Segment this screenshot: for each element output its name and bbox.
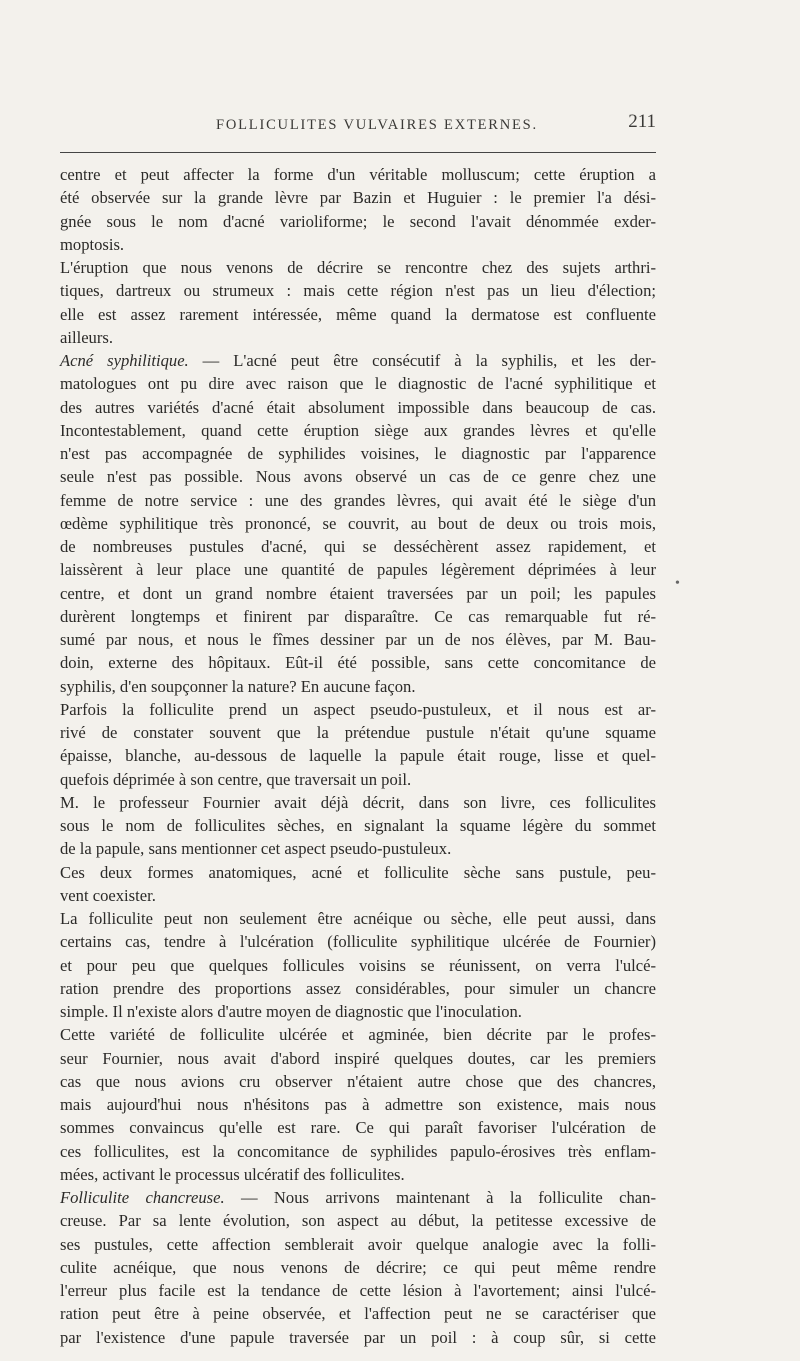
text-line [60, 814, 656, 837]
line-text: ration prendre des proportions assez considérables, pour simuler un chancre [60, 978, 656, 998]
line-text: moptosis. [60, 234, 125, 254]
line-text: doin, externe des hôpitaux. Eût-il été possible, sans cette concomitance de [60, 653, 656, 673]
text-line [60, 1186, 656, 1209]
line-text: matologues ont pu dire avec raison que le diagnostic de l'acné syphilitique et [60, 374, 656, 394]
text-line [60, 744, 656, 767]
text-line [60, 768, 656, 791]
text-line [60, 233, 656, 256]
text-line [60, 721, 656, 744]
body-text [60, 163, 656, 1349]
text-line [60, 256, 656, 279]
line-text: Incontestablement, quand cette éruption siège aux grandes lèvres et qu'elle [60, 420, 656, 440]
text-line [60, 1116, 656, 1139]
text-line [60, 1302, 656, 1325]
text-line [60, 954, 656, 977]
text-line [60, 651, 656, 674]
line-text: seur Fournier, nous avait d'abord inspiré quelques doutes, car les premiers [60, 1048, 656, 1068]
text-line [60, 558, 656, 581]
text-line [60, 837, 656, 860]
line-text: Cette variété de folliculite ulcérée et agminée, bien décrite par le profes- [60, 1025, 656, 1045]
line-text: culite acnéique, que nous venons de décrire; ce qui peut même rendre [60, 1257, 656, 1277]
text-line [60, 512, 656, 535]
text-line [60, 372, 656, 395]
text-line [60, 489, 656, 512]
line-text: ces folliculites, est la concomitance de syphilides papulo-érosives très enflam- [60, 1141, 656, 1161]
line-text: mées, activant le processus ulcératif des folliculites. [60, 1164, 405, 1184]
text-line [60, 861, 656, 884]
line-text: seule n'est pas possible. Nous avons observé un cas de ce genre chez une [60, 467, 656, 487]
line-text: cas que nous avions cru observer n'étaient autre chose que des chancres, [60, 1071, 656, 1091]
line-text: syphilis, d'en soupçonner la nature? En aucune façon. [60, 676, 416, 696]
text-line [60, 465, 656, 488]
text-line [60, 1256, 656, 1279]
text-line [60, 1140, 656, 1163]
line-text: — Nous arrivons maintenant à la folliculite chan- [224, 1188, 656, 1207]
line-text: sous le nom de folliculites sèches, en signalant la squame légère du sommet [60, 816, 656, 835]
line-text: La folliculite peut non seulement être acnéique ou sèche, elle peut aussi, dans [60, 909, 656, 928]
text-line [60, 1023, 656, 1046]
line-text: Parfois la folliculite prend un aspect pseudo-pustuleux, et il nous est ar- [60, 699, 656, 719]
text-line [60, 419, 656, 442]
text-line [60, 186, 656, 209]
line-text: des autres variétés d'acné était absolument impossible dans beaucoup de cas. [60, 397, 656, 417]
line-text: tiques, dartreux ou strumeux : mais cette région n'est pas un lieu d'élection; [60, 281, 656, 301]
line-text: épaisse, blanche, au-dessous de laquelle la papule était rouge, lisse et quel- [60, 746, 656, 766]
running-title: FOLLICULITES VULVAIRES EXTERNES. [216, 117, 538, 133]
text-line [60, 930, 656, 953]
line-text: ailleurs. [60, 327, 113, 347]
line-text: durèrent longtemps et finirent par disparaître. Ce cas remarquable fut ré- [60, 606, 656, 626]
section-heading: Folliculite chancreuse. [60, 1188, 225, 1207]
text-line [60, 326, 656, 349]
text-line [60, 675, 656, 698]
text-line [60, 1047, 656, 1070]
text-line [60, 442, 656, 465]
line-text: gnée sous le nom d'acné varioliforme; le second l'avait dénommée exder- [60, 211, 656, 231]
line-text: L'éruption que nous venons de décrire se rencontre chez des sujets arthri- [60, 258, 656, 277]
page-number: 211 [628, 111, 656, 132]
text-line [60, 1326, 656, 1349]
line-text: — L'acné peut être consécutif à la syphilis, et les der- [188, 351, 656, 370]
header-rule [60, 152, 656, 153]
line-text: de la papule, sans mentionner cet aspect pseudo-pustuleux. [60, 839, 452, 859]
line-text: Ces deux formes anatomiques, acné et folliculite sèche sans pustule, peu- [60, 862, 656, 882]
line-text: ses pustules, cette affection semblerait avoir quelque analogie avec la folli- [60, 1234, 656, 1254]
text-line [60, 1279, 656, 1302]
section-heading: Acné syphilitique. [60, 351, 189, 370]
line-text: par l'existence d'une papule traversée par un poil : à coup sûr, si cette [60, 1327, 656, 1347]
text-line [60, 791, 656, 814]
text-line [60, 582, 656, 605]
text-line [60, 698, 656, 721]
line-text: elle est assez rarement intéressée, même quand la dermatose est confluente [60, 304, 656, 324]
line-text: mais aujourd'hui nous n'hésitons pas à admettre son existence, mais nous [60, 1095, 656, 1114]
text-line [60, 535, 656, 558]
text-line [60, 303, 656, 326]
line-text: femme de notre service : une des grandes lèvres, qui avait été le siège d'un [60, 490, 656, 510]
line-text: sommes convaincus qu'elle est rare. Ce qui paraît favoriser l'ulcération de [60, 1118, 656, 1138]
text-line [60, 349, 656, 372]
text-line [60, 628, 656, 651]
text-line [60, 163, 656, 186]
line-text: sumé par nous, et nous le fîmes dessiner par un de nos élèves, par M. Bau- [60, 630, 656, 649]
line-text: été observée sur la grande lèvre par Bazin et Huguier : le premier l'a dési- [60, 188, 656, 208]
line-text: centre, et dont un grand nombre étaient traversées par un poil; les papules [60, 583, 656, 603]
line-text: n'est pas accompagnée de syphilides voisines, le diagnostic par l'apparence [60, 444, 656, 463]
text-line [60, 210, 656, 233]
text-line [60, 1000, 656, 1023]
line-text: simple. Il n'existe alors d'autre moyen de diagnostic que l'inoculation. [60, 1002, 522, 1021]
text-line [60, 1209, 656, 1232]
line-text: centre et peut affecter la forme d'un véritable molluscum; cette éruption a [60, 165, 656, 184]
text-line [60, 396, 656, 419]
text-line [60, 1233, 656, 1256]
text-line [60, 279, 656, 302]
text-line [60, 977, 656, 1000]
line-text: rivé de constater souvent que la prétendue pustule n'était qu'une squame [60, 723, 656, 742]
text-line [60, 1093, 656, 1116]
text-line [60, 884, 656, 907]
line-text: de nombreuses pustules d'acné, qui se desséchèrent assez rapidement, et [60, 537, 656, 556]
text-line [60, 907, 656, 930]
page-header [60, 111, 656, 141]
text-line [60, 1070, 656, 1093]
margin-mark: • [675, 576, 680, 591]
line-text: laissèrent à leur place une quantité de papules légèrement déprimées à leur [60, 560, 656, 580]
line-text: certains cas, tendre à l'ulcération (folliculite syphilitique ulcérée de Fournier) [60, 932, 656, 952]
line-text: vent coexister. [60, 885, 156, 905]
line-text: M. le professeur Fournier avait déjà décrit, dans son livre, ces folliculites [60, 792, 656, 812]
line-text: œdème syphilitique très prononcé, se couvrit, au bout de deux ou trois mois, [60, 513, 656, 533]
line-text: ration peut être à peine observée, et l'affection peut ne se caractériser que [60, 1304, 656, 1324]
line-text: l'erreur plus facile est la tendance de cette lésion à l'avortement; ainsi l'ulcé- [60, 1281, 656, 1300]
text-line [60, 605, 656, 628]
line-text: et pour peu que quelques follicules voisins se réunissent, on verra l'ulcé- [60, 955, 656, 975]
text-line [60, 1163, 656, 1186]
line-text: creuse. Par sa lente évolution, son aspect au début, la petitesse excessive de [60, 1211, 656, 1231]
line-text: quefois déprimée à son centre, que traversait un poil. [60, 769, 412, 789]
